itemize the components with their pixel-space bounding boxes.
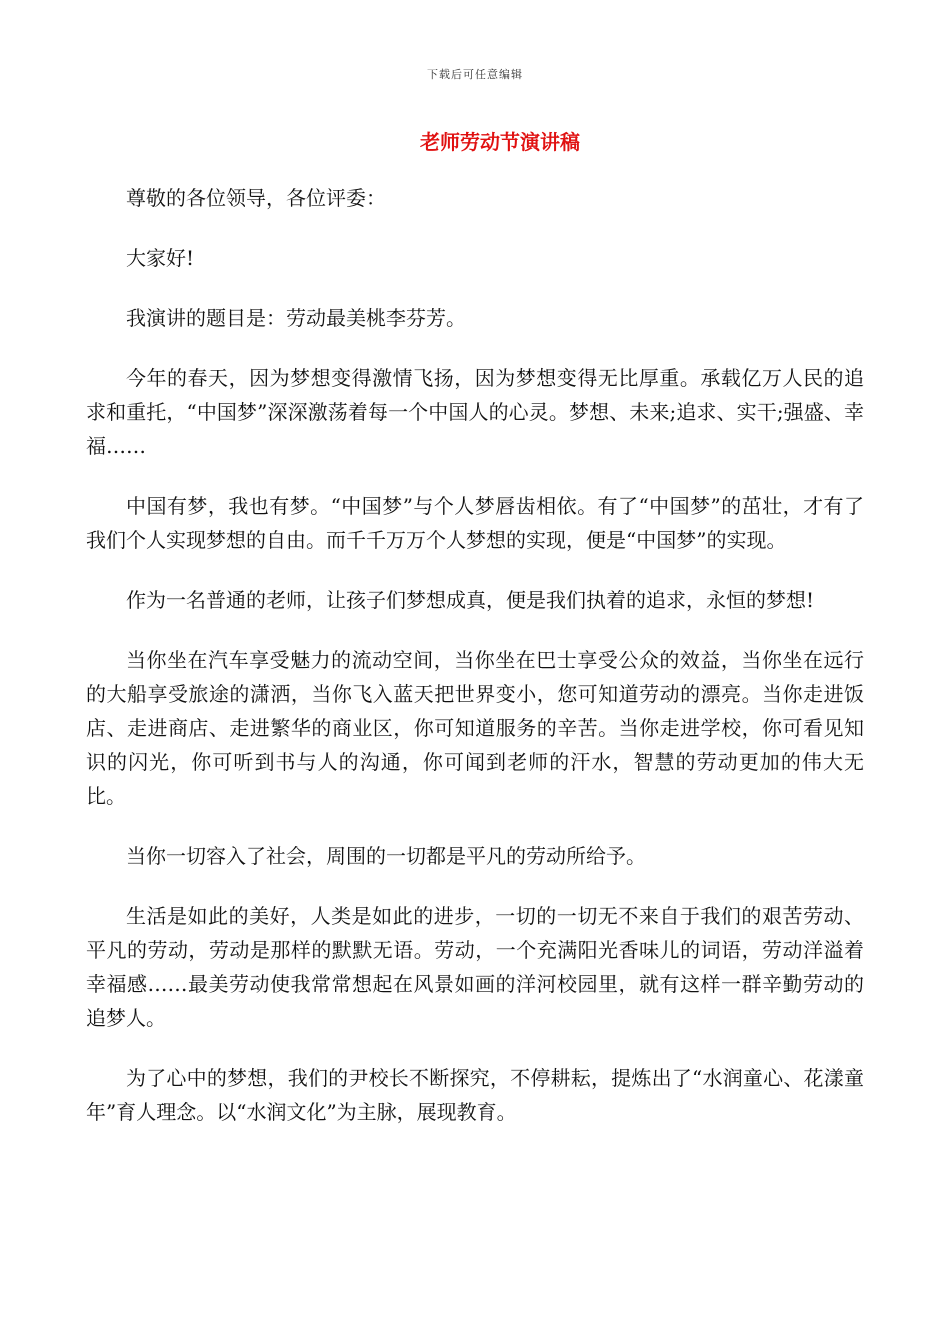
paragraph: 作为一名普通的老师，让孩子们梦想成真，便是我们执着的追求，永恒的梦想! bbox=[126, 588, 815, 612]
document-body bbox=[86, 181, 864, 1155]
paragraph: 生活是如此的美好，人类是如此的进步，一切的一切无不来自于我们的艰苦劳动、平凡的劳动，劳动是那样的默默无语。劳动，一个充满阳光香味儿的词语，劳动洋溢着幸福感……最美劳动使我常常想起在风景如画的洋河校园里，就有这样一群辛勤劳动的追梦人。 bbox=[86, 904, 864, 1030]
paragraph: 当你坐在汽车享受魅力的流动空间，当你坐在巴士享受公众的效益，当你坐在远行的大船享受旅途的潇洒，当你飞入蓝天把世界变小，您可知道劳动的漂亮。当你走进饭店、走进商店、走进繁华的商业区，你可知道服务的辛苦。当你走进学校，你可看见知识的闪光，你可听到书与人的沟通，你可闻到老师的汗水，智慧的劳动更加的伟大无比。 bbox=[86, 648, 864, 808]
paragraph-salutation: 尊敬的各位领导，各位评委： bbox=[126, 186, 386, 210]
paragraph-greeting: 大家好! bbox=[126, 246, 195, 270]
header-note: 下载后可任意编辑 bbox=[427, 68, 523, 81]
document-title: 老师劳动节演讲稿 bbox=[420, 130, 580, 154]
paragraph: 为了心中的梦想，我们的尹校长不断探究，不停耕耘，提炼出了“水润童心、花漾童年”育人理念。以“水润文化”为主脉，展现教育。 bbox=[86, 1066, 864, 1124]
paragraph: 今年的春天，因为梦想变得激情飞扬，因为梦想变得无比厚重。承载亿万人民的追求和重托，“中国梦”深深激荡着每一个中国人的心灵。梦想、未来;追求、实干;强盛、幸福…… bbox=[86, 366, 864, 458]
paragraph-topic: 我演讲的题目是：劳动最美桃李芬芳。 bbox=[126, 306, 466, 330]
paragraph: 中国有梦，我也有梦。“中国梦”与个人梦唇齿相依。有了“中国梦”的茁壮，才有了我们个人实现梦想的自由。而千千万万个人梦想的实现，便是“中国梦”的实现。 bbox=[86, 494, 864, 552]
paragraph: 当你一切容入了社会，周围的一切都是平凡的劳动所给予。 bbox=[126, 844, 646, 868]
